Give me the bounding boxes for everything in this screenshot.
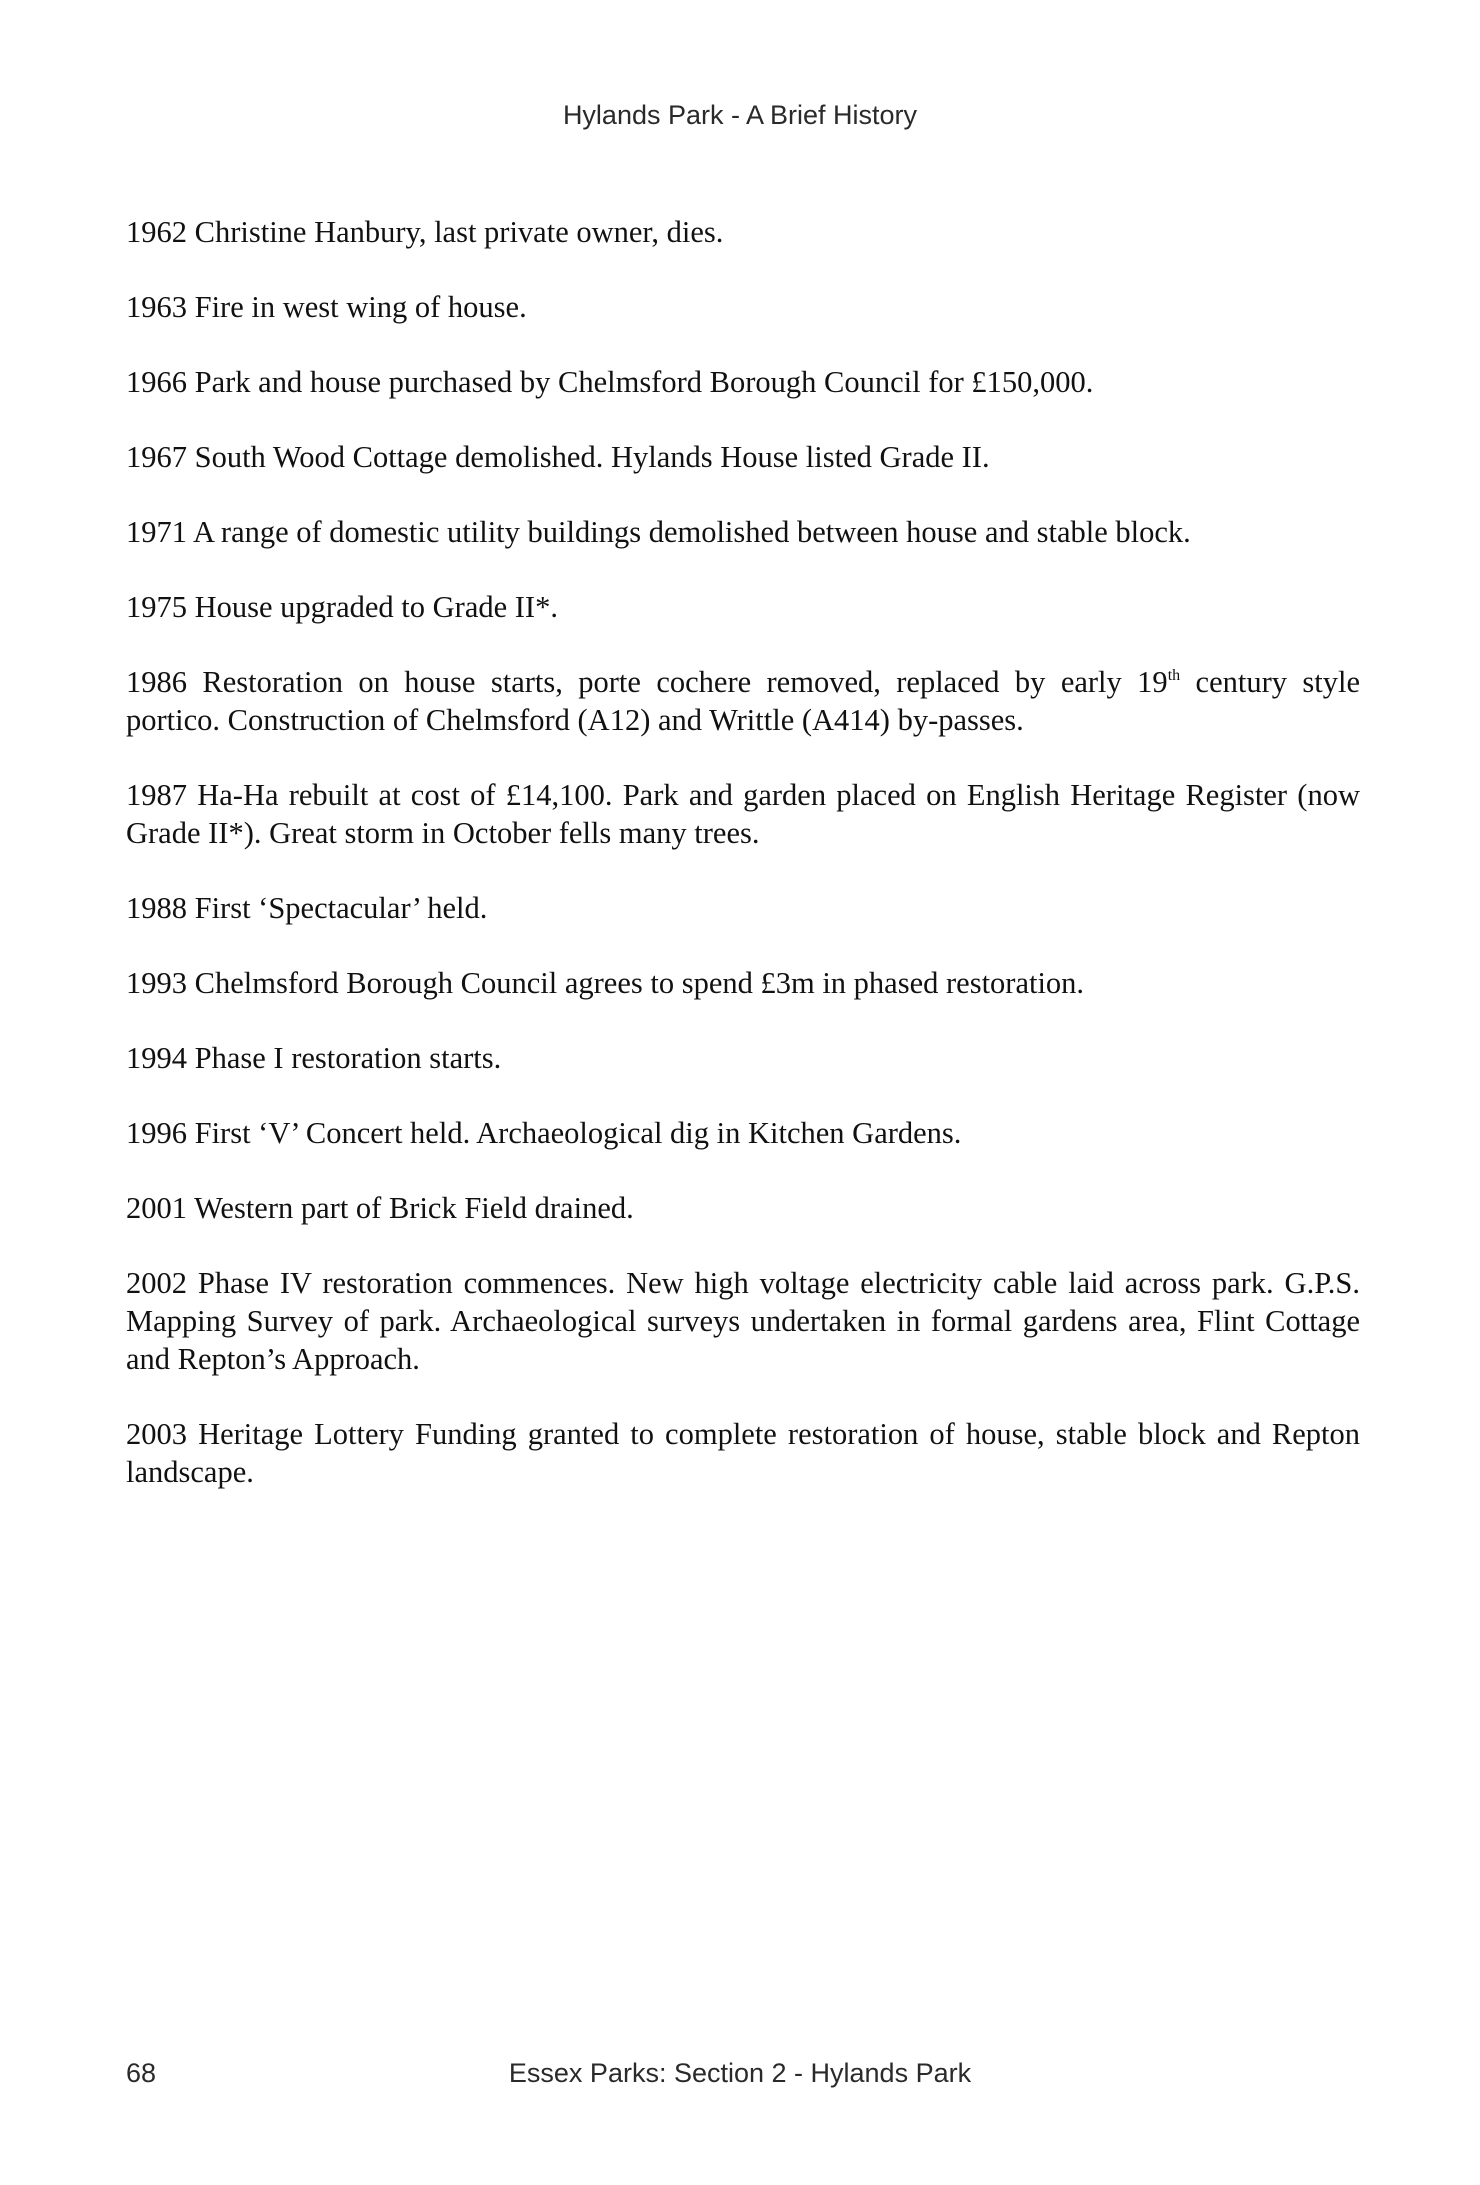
footer-title: Essex Parks: Section 2 - Hylands Park xyxy=(508,2058,972,2088)
timeline-entries xyxy=(126,213,1360,1528)
timeline-entry-2002: 2002 Phase IV restoration commences. New high voltage electricity cable laid across park. G.P.S. Mapping Survey of park. Archaeological surveys undertaken in formal gardens area, Flint Cottage and Repton’s Approach. xyxy=(126,1266,1360,1376)
timeline-entry-1988: 1988 First ‘Spectacular’ held. xyxy=(126,891,488,925)
timeline-entry-1987: 1987 Ha-Ha rebuilt at cost of £14,100. Park and garden placed on English Heritage Register (now Grade II*). Great storm in October fells many trees. xyxy=(126,778,1360,850)
timeline-entry-1962: 1962 Christine Hanbury, last private owner, dies. xyxy=(126,215,724,249)
timeline-entry-1975: 1975 House upgraded to Grade II*. xyxy=(126,590,558,624)
ordinal-superscript: th xyxy=(1167,667,1181,684)
page-number: 68 xyxy=(126,2058,157,2088)
timeline-entry-1996: 1996 First ‘V’ Concert held. Archaeological dig in Kitchen Gardens. xyxy=(126,1116,962,1150)
timeline-entry-1994: 1994 Phase I restoration starts. xyxy=(126,1041,502,1075)
timeline-entry-2003: 2003 Heritage Lottery Funding granted to complete restoration of house, stable block and Repton landscape. xyxy=(126,1417,1360,1489)
entry-text-part: century style portico. Construction of Chelmsford (A12) and Writtle (A414) by-passes. xyxy=(126,665,1360,737)
running-header: Hylands Park - A Brief History xyxy=(562,100,918,130)
timeline-entry-1986 xyxy=(126,663,1360,739)
timeline-entry-1993: 1993 Chelmsford Borough Council agrees to spend £3m in phased restoration. xyxy=(126,966,1085,1000)
entry-text-part: 1986 Restoration on house starts, porte cochere removed, replaced by early 19 xyxy=(126,665,1168,699)
timeline-entry-1967: 1967 South Wood Cottage demolished. Hylands House listed Grade II. xyxy=(126,440,990,474)
timeline-entry-1971: 1971 A range of domestic utility buildings demolished between house and stable block. xyxy=(126,515,1191,549)
timeline-entry-2001: 2001 Western part of Brick Field drained. xyxy=(126,1191,634,1225)
timeline-entry-1963: 1963 Fire in west wing of house. xyxy=(126,290,527,324)
timeline-entry-1966: 1966 Park and house purchased by Chelmsford Borough Council for £150,000. xyxy=(126,365,1094,399)
